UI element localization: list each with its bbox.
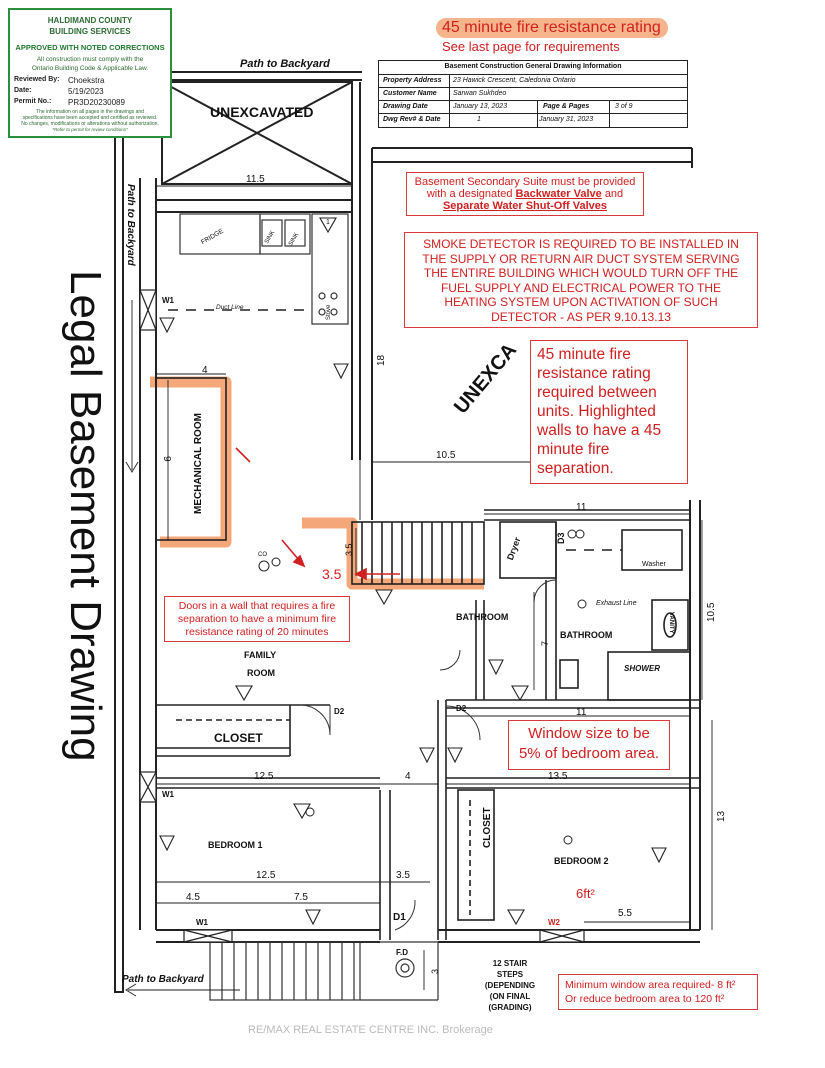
dim-10-5-top: 10.5 <box>436 450 456 461</box>
dim-3-5-bottom: 3.5 <box>396 870 410 881</box>
doors-line: Doors in a wall that requires a fire <box>178 600 336 612</box>
doors-line: separation to have a minimum fire <box>177 613 337 625</box>
dim-12-5-b: 12.5 <box>256 870 276 881</box>
info-value: 23 Hawick Crescent, Caledonia Ontario <box>453 77 576 84</box>
fridge-label: FRIDGE <box>200 227 225 247</box>
path-backyard-left: Path to Backyard <box>125 184 136 266</box>
backwater-line-2 <box>407 188 643 200</box>
dim-7: 7 <box>540 640 550 646</box>
fire-line: units. Highlighted <box>537 403 656 420</box>
smoke-line: SMOKE DETECTOR IS REQUIRED TO BE INSTALLED IN <box>423 237 739 251</box>
dim-7-5: 7.5 <box>294 892 308 903</box>
smoke-line: HEATING SYSTEM UPON ACTIVATION OF SUCH <box>444 295 718 309</box>
header-note-title: 45 minute fire resistance rating <box>442 19 661 36</box>
dim-13-5: 13.5 <box>548 771 568 782</box>
dryer-label: Dryer <box>505 535 523 562</box>
stamp-line-5: Ontario Building Code & Applicable Law. <box>31 65 149 72</box>
dim-11-laundry: 11 <box>576 502 587 513</box>
info-divider <box>609 100 610 127</box>
smoke-line: THE SUPPLY OR RETURN AIR DUCT SYSTEM SERVING <box>422 251 740 266</box>
backwater-line-1: Basement Secondary Suite must be provided <box>414 176 636 188</box>
info-label: Page & Pages <box>543 103 590 110</box>
exhaust-line-label: Exhaust Line <box>596 600 637 607</box>
stamp-date-value: 5/19/2023 <box>68 87 104 96</box>
stair-line: STEPS <box>496 970 524 979</box>
stove-label: Stove <box>326 304 332 320</box>
sink-2-label: SINK <box>288 231 301 247</box>
stamp-reviewed-value: Choekstra <box>68 76 105 85</box>
dim-10-5-right: 10.5 <box>706 602 717 622</box>
brokerage-watermark: RE/MAX REAL ESTATE CENTRE INC. Brokerage <box>248 1024 493 1036</box>
stamp-fine-4: *Refer to permit for review conditions* <box>52 127 128 132</box>
info-value: January 31, 2023 <box>539 116 594 123</box>
stamp-date-label: Date: <box>14 87 32 94</box>
stamp-line-2: BUILDING SERVICES <box>49 27 131 36</box>
stamp-reviewed-label: Reviewed By: <box>14 76 60 83</box>
min-window-line: Minimum window area required- 8 ft² <box>565 979 736 991</box>
stair-line: 12 STAIR <box>492 959 528 968</box>
stair-line: (ON FINAL <box>489 992 531 1001</box>
shower-label: SHOWER <box>624 664 660 673</box>
family-room-label: FAMILY <box>244 650 277 660</box>
dim-4-hall: 4 <box>405 771 411 782</box>
fire-rating-note <box>530 340 688 484</box>
smoke-detector-note <box>404 232 758 328</box>
stamp-fine-2: specifications have been accepted and certified as reviewed. <box>22 115 158 121</box>
dim-6ft2-red: 6ft² <box>576 886 595 901</box>
fire-line: resistance rating <box>537 365 651 382</box>
info-value: Sarwan Sukhdeo <box>453 90 507 97</box>
stamp-permit-label: Permit No.: <box>14 98 52 105</box>
doors-line: resistance rating of 20 minutes <box>185 626 329 638</box>
info-label: Customer Name <box>383 90 437 97</box>
backwater-text: with a designated <box>426 188 513 200</box>
info-divider <box>449 74 450 127</box>
backwater-and: and <box>604 188 624 200</box>
info-row-address <box>379 74 687 88</box>
bedroom-2-label: BEDROOM 2 <box>554 856 609 866</box>
side-title: Legal Basement Drawing <box>61 270 110 762</box>
info-divider <box>537 100 538 127</box>
window-w1a-label: W1 <box>162 296 174 305</box>
dim-12-5-a: 12.5 <box>254 771 274 782</box>
info-value: 1 <box>477 116 481 123</box>
closet-2-label: CLOSET <box>482 807 493 848</box>
kitchen-counters <box>180 214 348 324</box>
dim-4-mech: 4 <box>202 365 208 376</box>
stamp-fine-1: The information on all pages in the drawings and <box>36 109 144 115</box>
dim-11-bath: 11 <box>576 707 587 718</box>
dim-3-5-stair: 3.5 <box>344 543 354 556</box>
vanity-label: VANITY <box>668 612 674 634</box>
info-value: January 13, 2023 <box>453 103 508 110</box>
info-value: 3 of 9 <box>615 103 633 110</box>
red-arrows <box>236 448 400 579</box>
window-size-note <box>508 720 670 770</box>
stair-steps-note <box>472 958 548 1013</box>
bedroom-1-label: BEDROOM 1 <box>208 840 263 850</box>
sink-1-label: SINK <box>264 229 277 245</box>
door-d2b-label: D2 <box>456 704 467 713</box>
bathroom-1-label: BATHROOM <box>456 612 509 622</box>
dim-3-stairwell: 3 <box>430 968 440 974</box>
smoke-line: DETECTOR - AS PER 9.10.13.13 <box>491 309 671 324</box>
co-detector-label: CO <box>258 552 267 558</box>
dim-3-5-red: 3.5 <box>322 566 342 582</box>
fire-line: separation. <box>537 460 614 477</box>
window-w1b-label: W1 <box>162 790 174 799</box>
stair-line: (GRADING) <box>488 1003 532 1012</box>
unexcavated-diagonal-label: UNEXCA <box>450 339 522 419</box>
fire-line: required between <box>537 384 657 401</box>
drawing-info-table <box>378 60 688 128</box>
door-d2a-label: D2 <box>334 707 345 716</box>
door-d1-label: D1 <box>393 912 406 923</box>
window-line: Window size to be <box>528 725 650 742</box>
info-label: Drawing Date <box>383 103 428 110</box>
fire-line: 45 minute fire <box>537 346 631 363</box>
duct-line-label: Duct Line <box>216 304 244 311</box>
dim-5-5: 5.5 <box>618 908 632 919</box>
dim-18: 18 <box>376 354 387 366</box>
info-label: Dwg Rev# & Date <box>383 116 441 123</box>
header-note-subtitle: See last page for requirements <box>442 39 620 54</box>
path-backyard-top: Path to Backyard <box>240 58 330 70</box>
dim-13: 13 <box>716 810 727 822</box>
washer-label: Washer <box>642 561 666 568</box>
stamp-fine-3: No changes, modifications or alterations without authorization. <box>21 121 159 127</box>
stamp-line-3: APPROVED WITH NOTED CORRECTIONS <box>15 43 165 52</box>
info-row-customer <box>379 87 687 101</box>
backwater-note <box>406 172 644 216</box>
info-row-drawing-date <box>379 100 687 114</box>
window-w2-label: W2 <box>548 918 560 927</box>
approval-stamp <box>8 8 172 138</box>
min-window-line: Or reduce bedroom area to 120 ft² <box>565 993 725 1005</box>
stamp-line-4: All construction must comply with the <box>36 56 144 63</box>
backwater-valve: Backwater Valve <box>515 188 602 200</box>
door-d3-label: D3 <box>556 532 566 544</box>
floor-drain-label: F.D <box>396 948 408 957</box>
dim-9: 9 <box>161 456 172 462</box>
path-backyard-bottom: Path to Backyard <box>122 974 204 985</box>
window-w1c-label: W1 <box>196 918 208 927</box>
info-label: Property Address <box>383 77 442 84</box>
door-rating-note <box>164 596 350 642</box>
stair-line: (DEPENDING <box>484 981 536 990</box>
bathroom-2-label: BATHROOM <box>560 630 613 640</box>
dim-11-5: 11.5 <box>246 174 265 185</box>
shutoff-valves: Separate Water Shut-Off Valves <box>442 200 608 212</box>
smoke-line: FUEL SUPPLY AND ELECTRICAL POWER TO THE <box>440 280 722 295</box>
family-room-label-2: ROOM <box>247 668 275 678</box>
fire-line: minute fire <box>537 441 610 458</box>
stamp-line-1: HALDIMAND COUNTY <box>47 16 133 25</box>
closet-1-label: CLOSET <box>214 731 263 745</box>
info-row-revision <box>379 113 687 127</box>
mechanical-room-label: MECHANICAL ROOM <box>193 413 204 514</box>
marker-num: 1 <box>326 219 330 226</box>
unexcavated-label: UNEXCAVATED <box>210 104 314 120</box>
min-window-note <box>558 974 758 1010</box>
info-title: Basement Construction General Drawing Information <box>444 63 622 70</box>
fire-line: walls to have a 45 <box>537 422 662 439</box>
dim-4-5: 4.5 <box>186 892 200 903</box>
stamp-permit-value: PR3D20230089 <box>68 98 125 107</box>
window-line: 5% of bedroom area. <box>518 745 660 762</box>
smoke-line: THE ENTIRE BUILDING WHICH WOULD TURN OFF THE <box>423 266 739 280</box>
